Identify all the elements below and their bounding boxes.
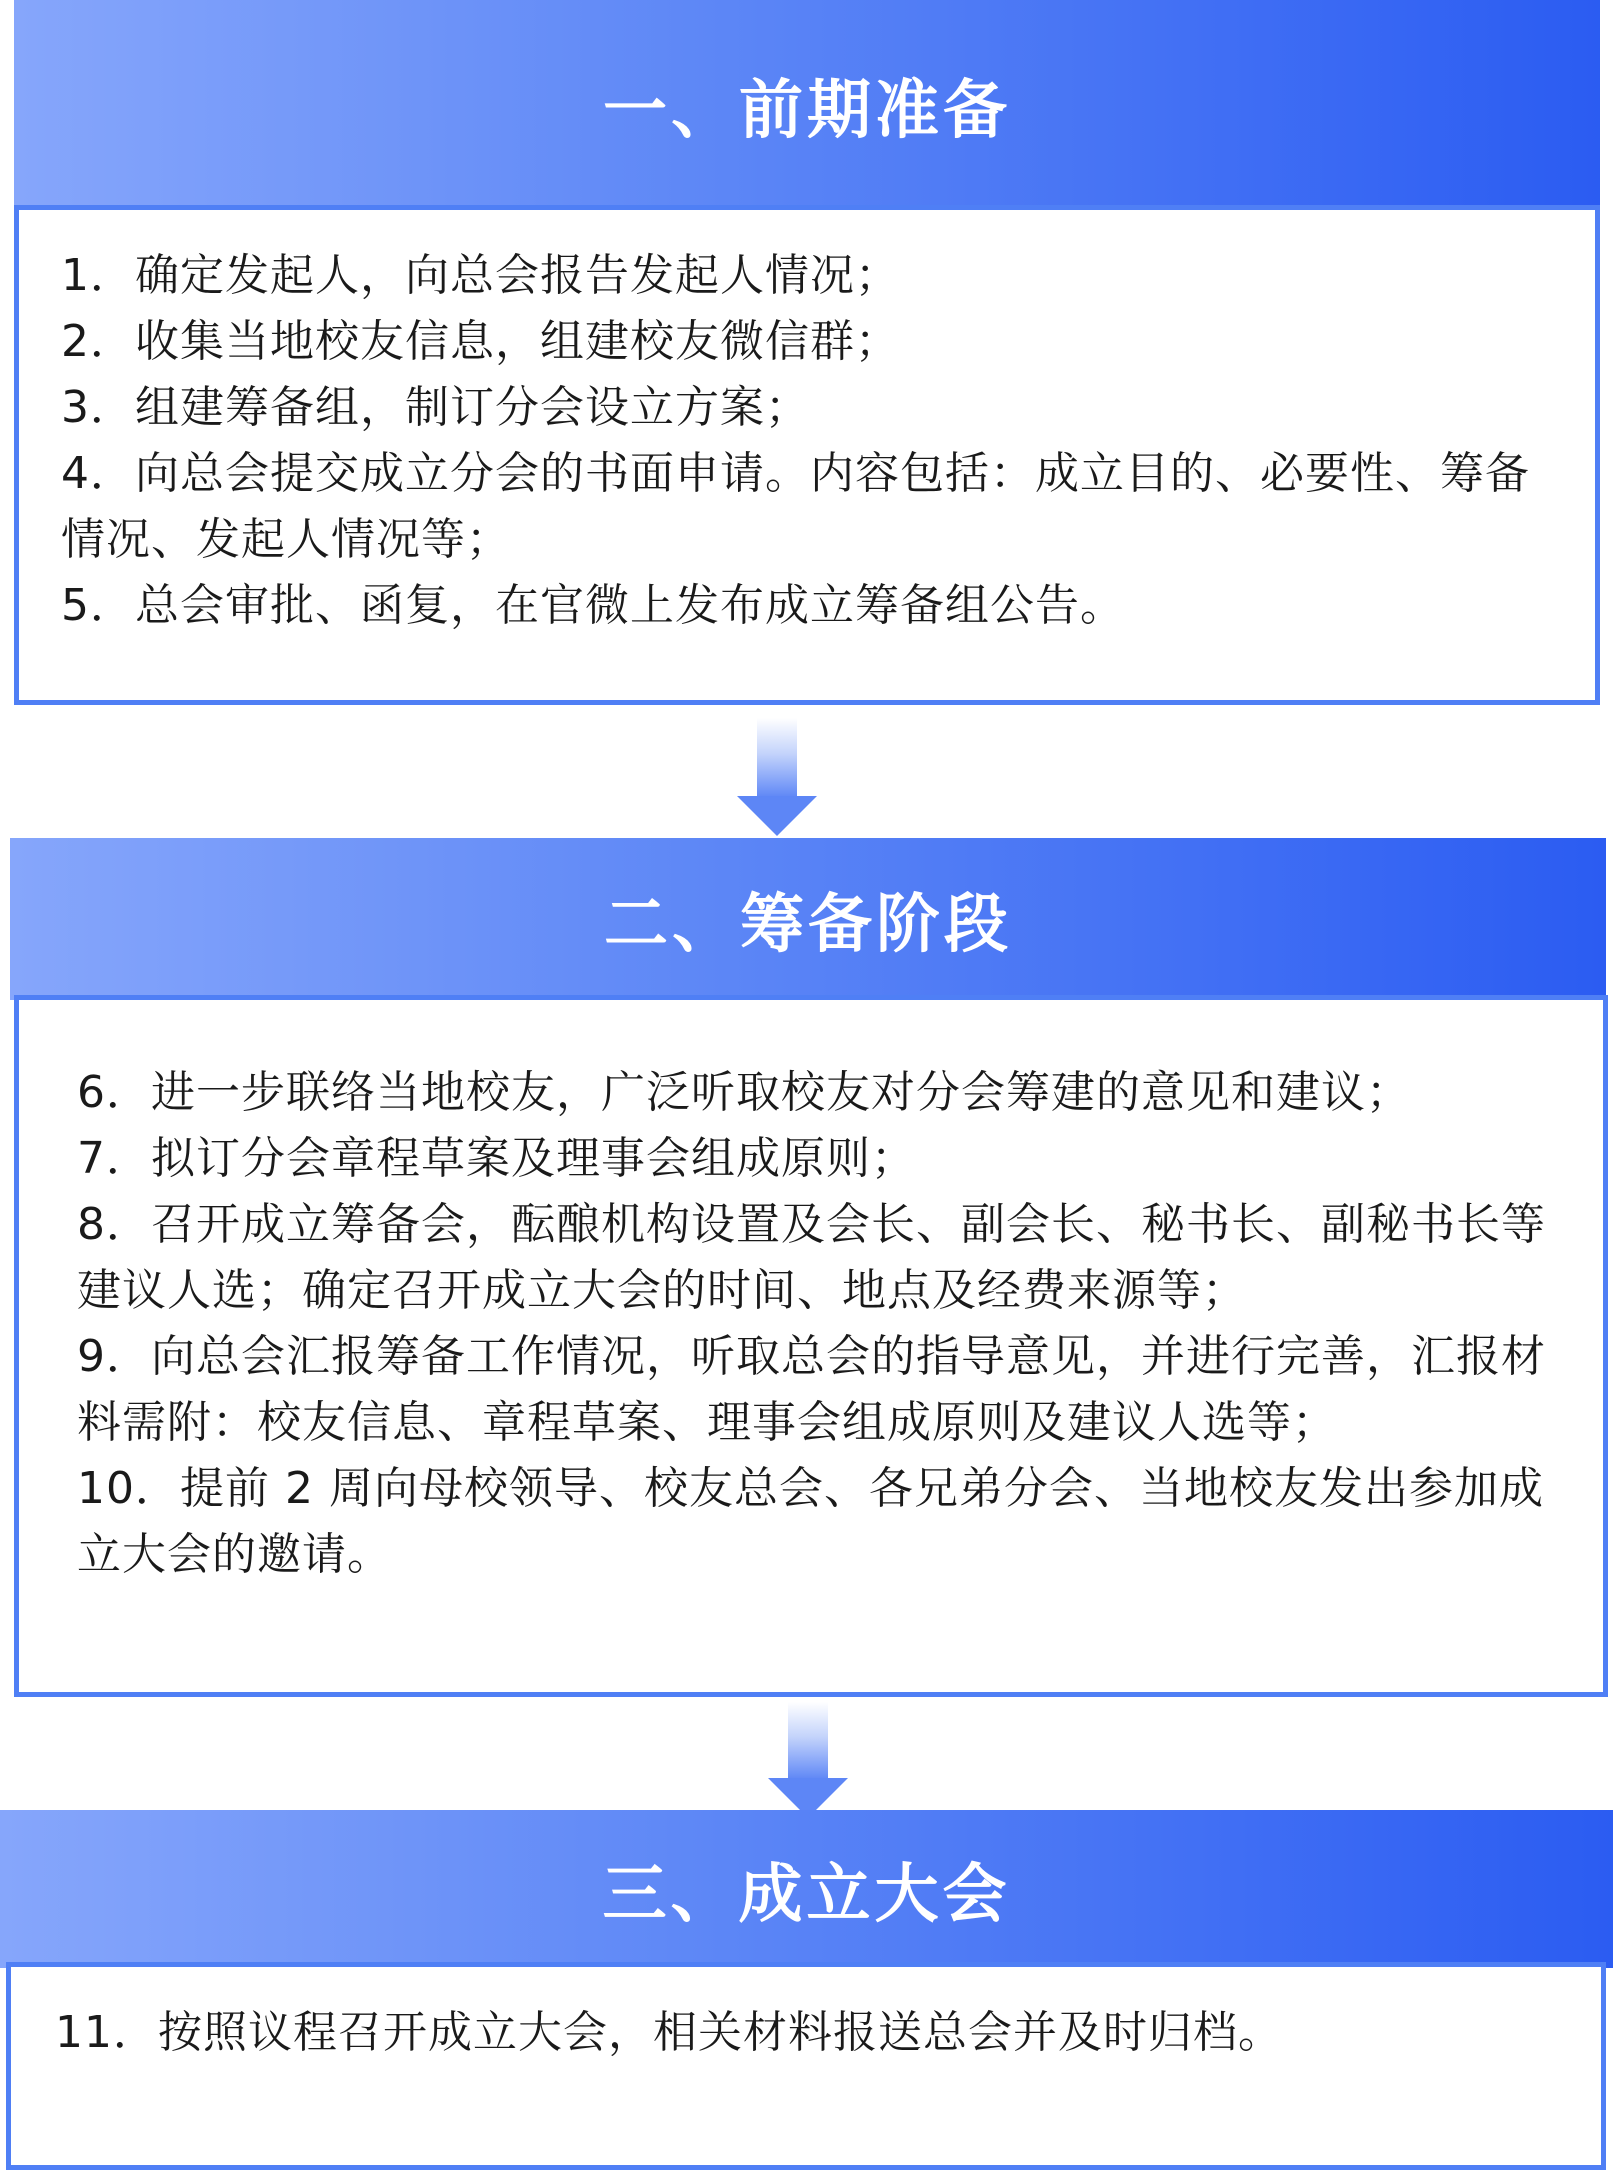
step-item: 7．拟订分会章程草案及理事会组成原则； xyxy=(77,1133,916,1184)
stage-1-header xyxy=(14,0,1600,210)
step-item: 1．确定发起人，向总会报告发起人情况； xyxy=(61,250,900,301)
stage-1-title: 一、前期准备 xyxy=(603,74,1011,148)
step-item: 4．向总会提交成立分会的书面申请。内容包括：成立目的、必要性、筹备情况、发起人情况等； xyxy=(61,448,1530,565)
stage-3-title: 三、成立大会 xyxy=(602,1858,1011,1932)
arrow-down-icon xyxy=(768,1702,848,1818)
stage-2-title: 二、筹备阶段 xyxy=(604,888,1012,962)
stage-2-header xyxy=(10,838,1606,1000)
stage-2-box xyxy=(14,995,1608,1697)
step-item: 9．向总会汇报筹备工作情况，听取总会的指导意见，并进行完善，汇报材料需附：校友信息、章程草案、理事会组成原则及建议人选等； xyxy=(77,1331,1546,1448)
step-item: 10．提前 2 周向母校领导、校友总会、各兄弟分会、当地校友发出参加成立大会的邀请。 xyxy=(77,1463,1544,1580)
step-item: 5．总会审批、函复，在官微上发布成立筹备组公告。 xyxy=(61,580,1125,631)
step-item: 6．进一步联络当地校友，广泛听取校友对分会筹建的意见和建议； xyxy=(77,1067,1411,1118)
arrow-down-icon xyxy=(737,718,817,836)
stage-1-box xyxy=(14,205,1600,705)
step-item: 8．召开成立筹备会，酝酿机构设置及会长、副会长、秘书长、副秘书长等建议人选；确定召开成立大会的时间、地点及经费来源等； xyxy=(77,1199,1546,1316)
step-item: 11．按照议程召开成立大会，相关材料报送总会并及时归档。 xyxy=(55,2007,1283,2058)
stage-3-box xyxy=(6,1962,1606,2170)
step-item: 3．组建筹备组，制订分会设立方案； xyxy=(61,382,810,433)
step-item: 2．收集当地校友信息，组建校友微信群； xyxy=(61,316,900,367)
stage-3-header xyxy=(0,1810,1613,1968)
